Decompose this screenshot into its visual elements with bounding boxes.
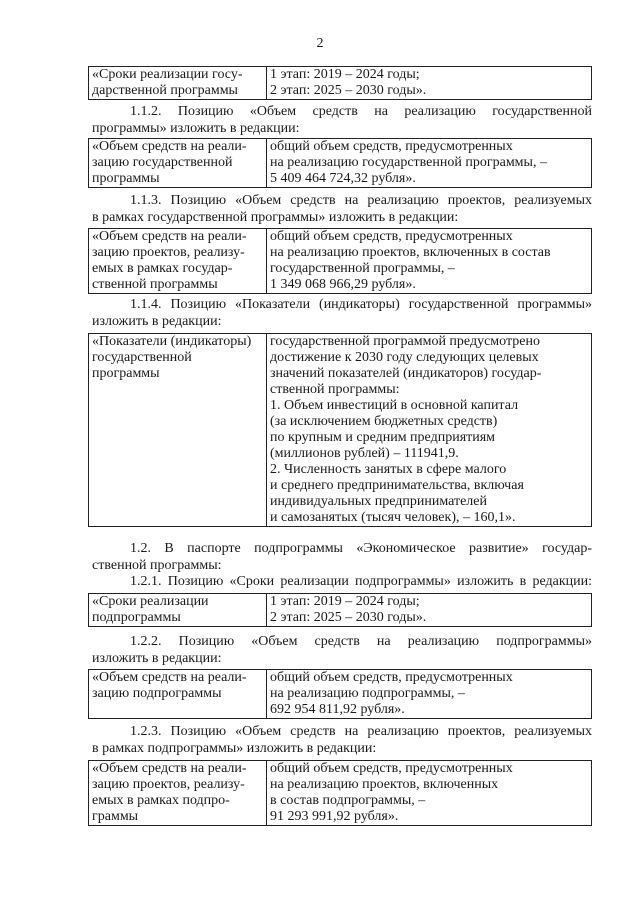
cell-line: зацию подпрограммы: [92, 686, 222, 701]
cell-line: «Показатели (индикаторы): [92, 334, 252, 349]
paragraph-line: 1.2.1. Позицию «Сроки реализации подпрограммы» изложить в редакции:: [130, 574, 592, 589]
paragraph: [92, 104, 592, 137]
parameter-table: [88, 66, 592, 100]
table-row: [89, 139, 592, 188]
paragraph-line: 1.2.2. Позицию «Объем средств на реализацию подпрограммы»: [130, 634, 592, 649]
paragraph: [92, 297, 592, 330]
cell-line: значений показателей (индикаторов) государ-: [270, 366, 542, 381]
cell-line: государственной программы, –: [270, 261, 455, 276]
cell-line: зацию проектов, реализу-: [92, 777, 245, 792]
cell-line: 5 409 464 724,32 рубля».: [270, 171, 416, 186]
cell-line: «Объем средств на реали-: [92, 229, 247, 244]
parameter-table: [88, 228, 592, 294]
paragraph: [92, 193, 592, 226]
cell-line: 2 этап: 2025 – 2030 годы».: [270, 83, 427, 98]
cell-line: государственной программой предусмотрено: [270, 334, 540, 349]
cell-line: на реализацию государственной программы, –: [270, 155, 547, 170]
cell-line: и самозанятых (тысяч человек), – 160,1».: [270, 510, 516, 525]
cell-line: (миллионов рублей) – 111941,9.: [270, 446, 459, 461]
cell-line: «Сроки реализации: [92, 594, 209, 609]
cell-line: зацию проектов, реализу-: [92, 245, 245, 260]
cell-line: ственной программы:: [270, 382, 400, 397]
cell-line: «Сроки реализации госу-: [92, 67, 243, 82]
parameter-value-cell: [267, 229, 592, 294]
paragraph-line: изложить в редакции:: [92, 313, 222, 329]
cell-line: (за исключением бюджетных средств): [270, 414, 498, 429]
parameter-value-cell: [267, 139, 592, 188]
cell-line: граммы: [92, 809, 139, 824]
cell-line: 1 349 068 966,29 рубля».: [270, 277, 416, 292]
parameter-name-cell: [89, 670, 267, 719]
cell-line: 91 293 991,92 рубля».: [270, 809, 399, 824]
page-number: 2: [316, 36, 324, 51]
parameter-table: [88, 138, 592, 188]
cell-line: зацию государственной: [92, 155, 233, 170]
cell-line: общий объем средств, предусмотренных: [270, 139, 513, 154]
paragraph-line: ственной программы:: [92, 557, 222, 573]
cell-line: емых в рамках подпро-: [92, 793, 230, 808]
parameter-name-cell: [89, 334, 267, 527]
parameter-name-cell: [89, 229, 267, 294]
cell-line: «Объем средств на реали-: [92, 670, 247, 685]
cell-line: подпрограммы: [92, 610, 181, 625]
paragraph-line: 1.1.2. Позицию «Объем средств на реализацию государственной: [130, 104, 592, 119]
cell-line: достижение к 2030 году следующих целевых: [270, 350, 539, 365]
cell-line: программы: [92, 171, 160, 186]
cell-line: «Объем средств на реали-: [92, 761, 247, 776]
cell-line: 1 этап: 2019 – 2024 годы;: [270, 67, 420, 82]
table-row: [89, 670, 592, 719]
paragraph-line: 1.2.3. Позицию «Объем средств на реализацию проектов, реализуемых: [130, 724, 592, 739]
paragraph-line: программы» изложить в редакции:: [92, 120, 300, 136]
cell-line: и среднего предпринимательства, включая: [270, 478, 524, 493]
parameter-value-cell: [267, 670, 592, 719]
parameter-name-cell: [89, 594, 267, 627]
parameter-name-cell: [89, 139, 267, 188]
cell-line: 1 этап: 2019 – 2024 годы;: [270, 594, 420, 609]
parameter-table: [88, 760, 592, 826]
parameter-table: [88, 669, 592, 719]
paragraph: [92, 541, 592, 591]
cell-line: программы: [92, 366, 160, 381]
cell-line: индивидуальных предпринимателей: [270, 494, 487, 509]
cell-line: 2 этап: 2025 – 2030 годы».: [270, 610, 427, 625]
cell-line: общий объем средств, предусмотренных: [270, 761, 513, 776]
table-row: [89, 594, 592, 627]
cell-line: ственной программы: [92, 277, 218, 292]
table-row: [89, 761, 592, 826]
cell-line: государственной: [92, 350, 192, 365]
cell-line: на реализацию проектов, включенных: [270, 777, 499, 792]
cell-line: 692 954 811,92 рубля».: [270, 702, 405, 717]
paragraph-line: в рамках подпрограммы» изложить в редакции:: [92, 740, 377, 756]
cell-line: «Объем средств на реали-: [92, 139, 247, 154]
cell-line: 1. Объем инвестиций в основной капитал: [270, 398, 519, 413]
cell-line: по крупным и средним предприятиям: [270, 430, 496, 445]
table-row: [89, 67, 592, 100]
paragraph-line: 1.1.4. Позицию «Показатели (индикаторы) государственной программы»: [130, 297, 592, 312]
paragraph: [92, 634, 592, 667]
paragraph-line: 1.1.3. Позицию «Объем средств на реализацию проектов, реализуемых: [130, 193, 592, 208]
cell-line: на реализацию подпрограммы, –: [270, 686, 465, 701]
parameter-value-cell: [267, 67, 592, 100]
cell-line: емых в рамках государ-: [92, 261, 233, 276]
parameter-value-cell: [267, 761, 592, 826]
paragraph-line: изложить в редакции:: [92, 650, 222, 666]
parameter-value-cell: [267, 594, 592, 627]
paragraph-line: 1.2. В паспорте подпрограммы «Экономическое развитие» государ-: [130, 541, 592, 556]
cell-line: общий объем средств, предусмотренных: [270, 670, 513, 685]
cell-line: на реализацию проектов, включенных в состав: [270, 245, 551, 260]
table-row: [89, 229, 592, 294]
cell-line: общий объем средств, предусмотренных: [270, 229, 513, 244]
parameter-table: [88, 333, 592, 527]
parameter-name-cell: [89, 67, 267, 100]
cell-line: дарственной программы: [92, 83, 238, 98]
parameter-table: [88, 593, 592, 627]
parameter-value-cell: [267, 334, 592, 527]
table-row: [89, 334, 592, 527]
parameter-name-cell: [89, 761, 267, 826]
paragraph-line: в рамках государственной программы» изложить в редакции:: [92, 209, 459, 225]
cell-line: 2. Численность занятых в сфере малого: [270, 462, 507, 477]
paragraph: [92, 724, 592, 757]
cell-line: в состав подпрограммы, –: [270, 793, 426, 808]
